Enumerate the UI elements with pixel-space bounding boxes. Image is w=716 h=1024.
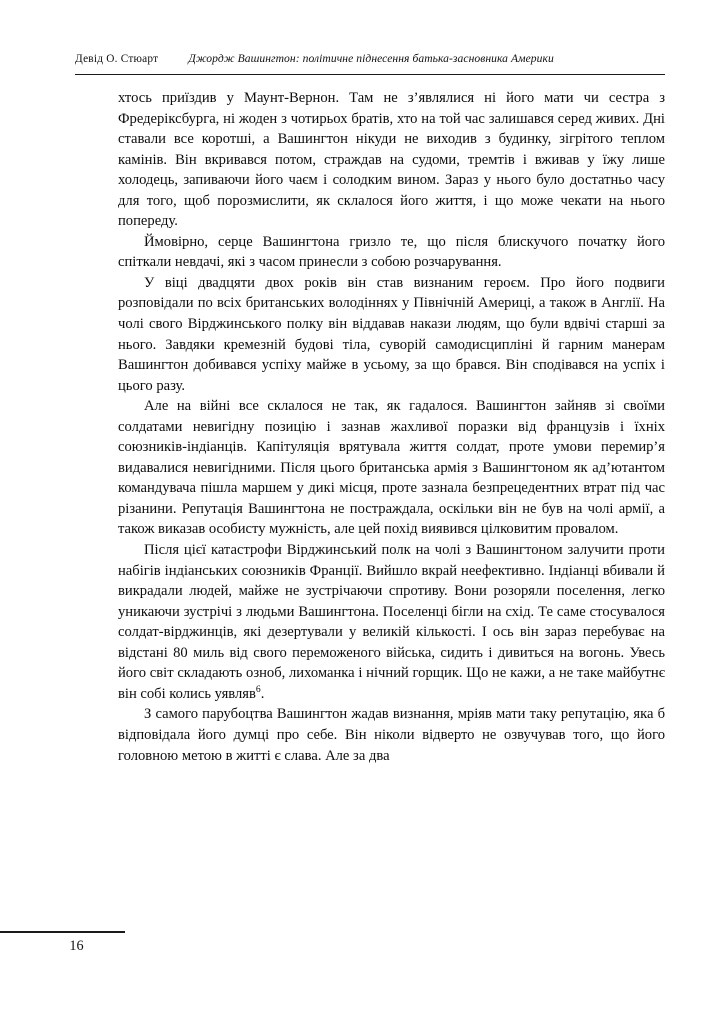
paragraph-continued: хтось приїздив у Маунт-Вернон. Там не з’являлися ні його мати чи сестра з Фредеріксбурга, ні жоден з чотирьох братів, хто на той час залишався серед живих. Дні ставали все коротші, а Вашингтон нікуди не виходив з будинку, зігрітого теплом камінів. Він вкривався потом, страждав на судоми, тремтів і вживав у їжу лише холодець, запиваючи його чаєм і солодким вином. Зараз у нього було достатньо часу для того, щоб порозмислити, як склалося його життя, і що може чекати на нього попереду. xyxy=(118,90,665,230)
paragraph-text: Після цієї катастрофи Вірджинський полк на чолі з Вашингтоном залучити проти набігів індіанських союзників Франції. Вийшло вкрай неефективно. Індіанці вбивали й викрадали людей, майже не зустрічаючи спротиву. Вони розоряли поселення, легко уникаючи зустрічі з людьми Вашингтона. Поселенці бігли на схід. Те саме стосувалося солдат-вірджинців, які дезертували у великій кількості. І ось він зараз перебуває на відстані 80 миль від свого переможеного війська, сидить і дивиться на вогонь. Увесь його світ складають озноб, лихоманка і нічний горщик. Що не кажи, а не таке майбутнє він собі колись уявляв xyxy=(118,542,665,702)
paragraph: З самого парубоцтва Вашингтон жадав визнання, мріяв мати таку репутацію, яка б відповідала його думці про себе. Він ніколи відверто не озвучував того, що його головною метою в житті є слава. Але за два xyxy=(118,706,665,764)
header-author: Девід О. Стюарт xyxy=(75,53,159,65)
paragraph: Але на війні все склалося не так, як гадалося. Вашингтон зайняв зі своїми солдатами невигідну позицію і зазнав жахливої поразки від французів і їхніх союзників-індіанців. Капітуляція врятувала життя солдат, проте умови перемир’я видавалися невигідними. Після цього британська армія з Вашингтоном як ад’ютантом командувача пішла маршем у дикі місця, проте зазнала безпрецедентних втрат під час різанини. Репутація Вашингтона не постраждала, оскільки він не був на чолі армії, а також виказав особисту мужність, але цей похід виявився цілковитим провалом. xyxy=(118,398,665,538)
footnote-marker[interactable]: 6 xyxy=(255,684,261,695)
paragraph: Ймовірно, серце Вашингтона гризло те, що після блискучого початку його спіткали невдачі, які з часом принесли з собою розчарування. xyxy=(118,233,665,271)
paragraph-with-footnote xyxy=(118,540,665,704)
header-book-title: Джордж Вашингтон: політичне піднесення батька-засновника Америки xyxy=(188,52,554,65)
footnote-trailing-period: . xyxy=(260,685,265,702)
header-rule xyxy=(75,74,665,75)
footer-rule xyxy=(0,931,125,933)
paragraph: У віці двадцяти двох років він став визнаним героєм. Про його подвиги розповідали по всіх британських володіннях у Північній Америці, а також в Англії. На чолі свого Вірджинського полку він віддавав накази людям, що були вдвічі старші за нього. Завдяки кремезній будові тіла, суворій самодисципліні й гарним манерам Вашингтон добивався успіху майже в усьому, за що брався. Він сподівався на успіх і цього разу. xyxy=(118,274,665,394)
running-header xyxy=(75,52,665,74)
page-number: 16 xyxy=(69,938,84,954)
body-text-column xyxy=(118,88,665,766)
